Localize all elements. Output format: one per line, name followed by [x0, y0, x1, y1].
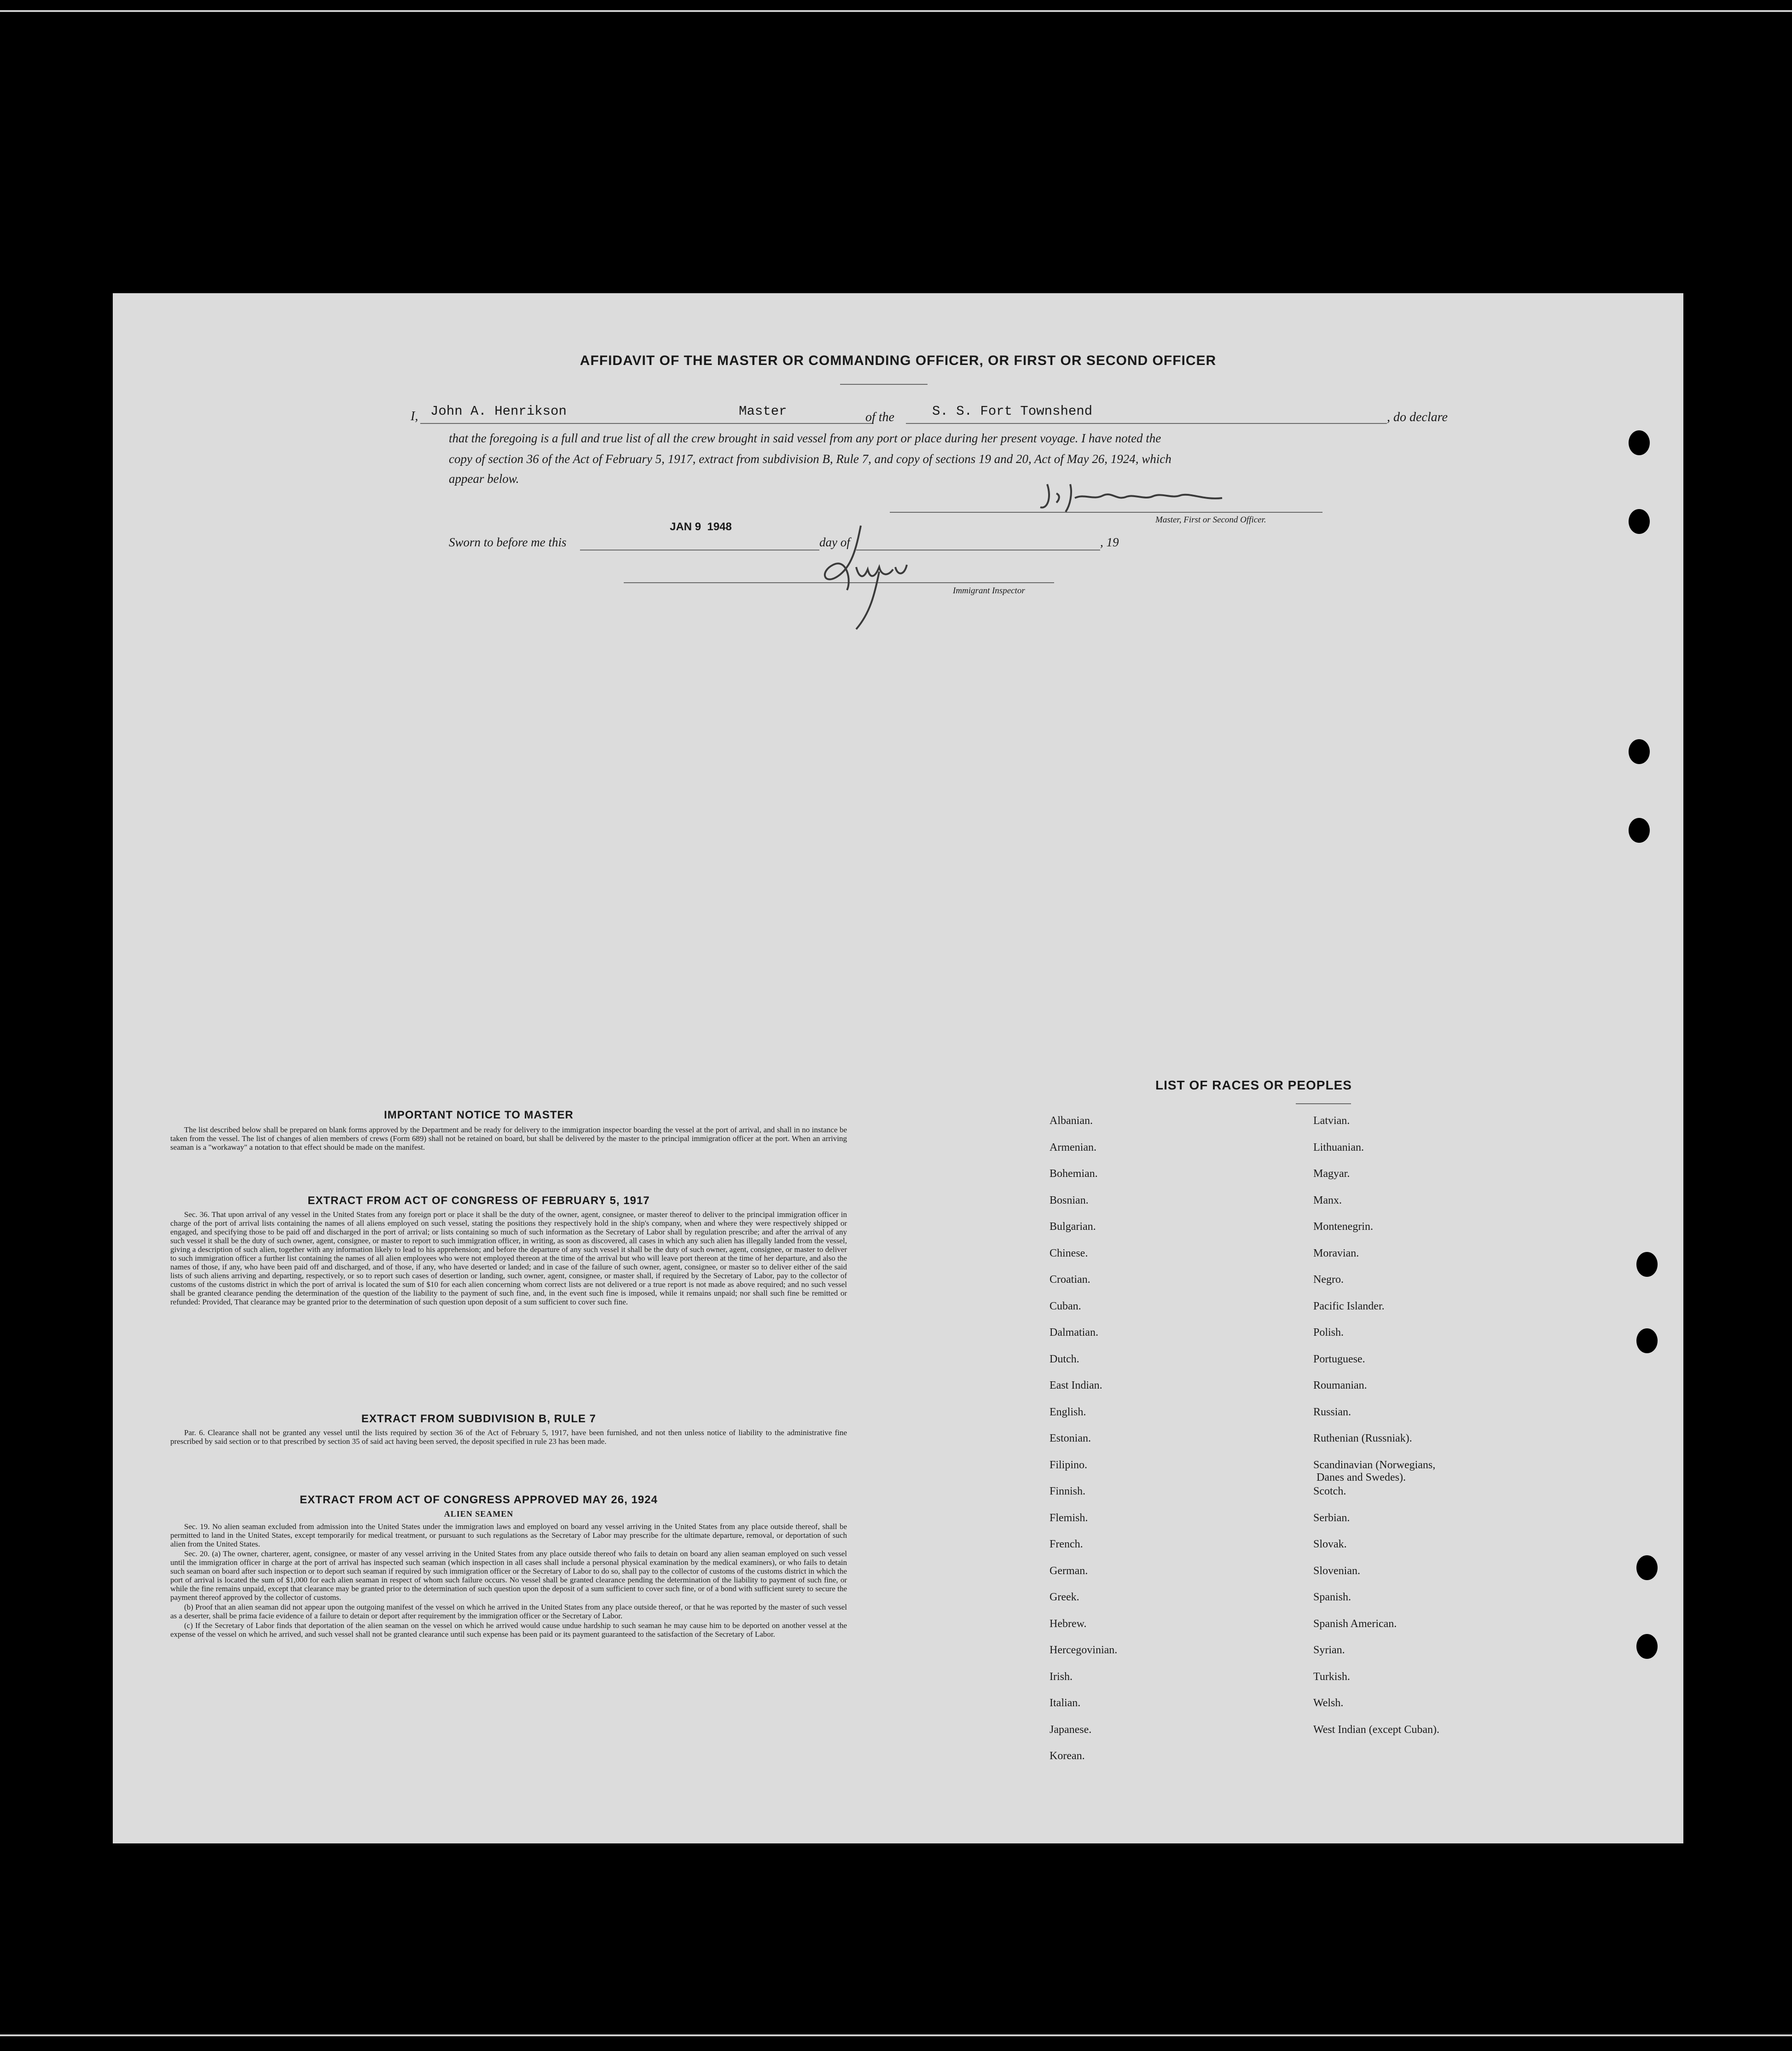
race-item: Bohemian. [1050, 1168, 1098, 1180]
binder-hole [1636, 1555, 1658, 1580]
race-item: Cuban. [1050, 1300, 1081, 1312]
statement-line-3: appear below. [449, 472, 519, 486]
race-item: Bulgarian. [1050, 1221, 1096, 1233]
statement-line-1: that the foregoing is a full and true list of all the crew brought in said vessel from any port or place during her present voyage. I have noted the [449, 431, 1161, 445]
notice-title: IMPORTANT NOTICE TO MASTER [384, 1109, 574, 1121]
master-signature [1038, 480, 1231, 519]
master-rank: Master [739, 404, 787, 419]
race-item: Dalmatian. [1050, 1327, 1098, 1338]
race-item: Italian. [1050, 1697, 1081, 1709]
master-signature-caption: Master, First or Second Officer. [1155, 515, 1266, 525]
statement-line-2: copy of section 36 of the Act of February 5, 1917, extract from subdivision B, Rule 7, and copy of sections 19 and 20, Act of May 26, 1924, which [449, 452, 1171, 466]
vessel-name: S. S. Fort Townshend [932, 404, 1093, 419]
race-item: East Indian. [1050, 1379, 1102, 1391]
binder-hole [1629, 509, 1650, 534]
race-item: Roumanian. [1313, 1379, 1367, 1391]
section-20b-text: (b) Proof that an alien seaman did not appear upon the outgoing manifest of the vessel on which he arrived in the United States from any place outside thereof, or that he was reported by the master of such vessel as a deserter, shall be prima facie evidence of a failure to detain or deport after requirement by the immigration officer or the Secretary of Labor. [170, 1603, 847, 1620]
race-item: West Indian (except Cuban). [1313, 1723, 1439, 1736]
race-item: Negro. [1313, 1274, 1344, 1286]
section-20c-text: (c) If the Secretary of Labor finds that deportation of the alien seaman on the vessel on which he arrived would cause undue hardship to such seaman he may cause him to be deported on another vessel at the expense of the vessel on which he arrived, and such vessel shall not be granted clearance until such expense has been paid or its payment guaranteed to the satisfaction of the Secretary of Labor. [170, 1621, 847, 1639]
race-item: Ruthenian (Russniak). [1313, 1432, 1412, 1444]
race-item: Polish. [1313, 1327, 1344, 1338]
race-item: Dutch. [1050, 1353, 1079, 1365]
race-item: Latvian. [1313, 1115, 1350, 1127]
document-page [113, 293, 1683, 1843]
notice-body [170, 1125, 847, 1153]
race-item: Chinese. [1050, 1247, 1088, 1259]
day-of-label: day of [819, 535, 850, 549]
declaration-of-the: of the [865, 410, 894, 424]
race-item: Greek. [1050, 1591, 1079, 1603]
race-item: Slovenian. [1313, 1564, 1360, 1577]
race-item: Bosnian. [1050, 1194, 1089, 1206]
race-item: Lithuanian. [1313, 1141, 1364, 1153]
race-item: Russian. [1313, 1406, 1351, 1418]
race-item: French. [1050, 1538, 1083, 1550]
race-item: Filipino. [1050, 1459, 1088, 1471]
section-19-text: Sec. 19. No alien seaman excluded from admission into the United States under the immigration laws and employed on board any vessel arriving in the United States from any place outside thereof, shall be permitted to land in the United States, except temporarily for medical treatment, or pursuant to such regulations as the Secretary of Labor may prescribe for the ultimate departure, removal, or deportation of such alien from the United States. [170, 1522, 847, 1548]
binder-hole [1636, 1328, 1658, 1353]
notice-paragraph: The list described below shall be prepared on blank forms approved by the Department and be ready for delivery to the immigration inspector boarding the vessel at the port of arrival, and shall in no instance be taken from the vessel. The list of changes of alien members of crews (Form 689) shall not be retained on board, but shall be delivered by the master to the principal immigration officer at the port. When an arriving seaman is a "workaway" a notation to that effect should be made on the manifest. [170, 1125, 847, 1152]
race-item: Hercegovinian. [1050, 1644, 1118, 1656]
race-item: Slovak. [1313, 1538, 1347, 1550]
race-item: Manx. [1313, 1194, 1342, 1206]
sworn-label: Sworn to before me this [449, 535, 567, 549]
year-prefix: , 19 [1100, 535, 1119, 549]
title-underline [840, 384, 928, 385]
race-item: Portuguese. [1313, 1353, 1365, 1365]
declaration-do-declare: , do declare [1387, 410, 1448, 424]
binder-hole [1629, 430, 1650, 455]
race-item: Serbian. [1313, 1512, 1350, 1524]
binder-hole [1636, 1252, 1658, 1277]
extract-1924-body [170, 1522, 847, 1640]
race-item: Finnish. [1050, 1485, 1086, 1497]
name-blank [420, 423, 874, 424]
declaration-i: I, [411, 409, 418, 423]
race-item: Pacific Islander. [1313, 1300, 1385, 1312]
extract-1917-body [170, 1210, 847, 1307]
race-item: Moravian. [1313, 1247, 1359, 1259]
race-item: Croatian. [1050, 1274, 1090, 1286]
races-underline [1296, 1103, 1351, 1104]
race-item: Welsh. [1313, 1697, 1344, 1709]
race-item: Hebrew. [1050, 1617, 1087, 1630]
race-item: Flemish. [1050, 1512, 1088, 1524]
race-item: Scotch. [1313, 1485, 1346, 1497]
binder-hole [1629, 818, 1650, 843]
scan-frame-bottom [0, 2034, 1792, 2036]
race-item: Korean. [1050, 1750, 1085, 1762]
affidavit-title: AFFIDAVIT OF THE MASTER OR COMMANDING OFFICER, OR FIRST OR SECOND OFFICER [580, 353, 1217, 368]
extract-1924-subtitle: ALIEN SEAMEN [444, 1509, 514, 1518]
extract-1924-title: EXTRACT FROM ACT OF CONGRESS APPROVED MAY 26, 1924 [300, 1494, 658, 1506]
par-6-text: Par. 6. Clearance shall not be granted any vessel until the lists required by section 36 of the Act of February 5, 1917, have been furnished, and not then unless notice of liability to the administrative fine prescribed by said section or to that prescribed by section 35 of said act having been served, the deposit specified in rule 23 has been made. [170, 1428, 847, 1446]
races-title: LIST OF RACES OR PEOPLES [1155, 1078, 1352, 1092]
extract-1917-title: EXTRACT FROM ACT OF CONGRESS OF FEBRUARY 5, 1917 [307, 1194, 650, 1207]
vessel-blank [906, 423, 1387, 424]
section-20a-text: Sec. 20. (a) The owner, charterer, agent, consignee, or master of any vessel arriving in the United States from any place outside thereof who fails to detain on board any alien seaman employed on such vessel until the immigration officer in charge at the port of arrival has inspected such seaman (which inspection in all cases shall include a personal physical examination by the medical examiners), or who fails to detain such seaman on board after such inspection or to deport such seaman if required by such immigration officer or the Secretary of Labor to do so, shall pay to the collector of customs of the customs district in which the port of arrival is located the sum of $1,000 for each alien seaman in respect of whom such failure occurs. No vessel shall be granted clearance pending the determination of the liability to payment of such fine, or while the fine remains unpaid, except that clearance may be granted prior to the determination of such question upon the deposit of a sum sufficient to cover such fine, or of a bond with sufficient surety to secure the payment thereof approved by the collector of customs. [170, 1549, 847, 1602]
race-item: Armenian. [1050, 1141, 1096, 1153]
race-item: Spanish. [1313, 1591, 1351, 1603]
race-item: Magyar. [1313, 1168, 1350, 1180]
race-item: Japanese. [1050, 1723, 1092, 1736]
inspector-signature [806, 521, 916, 634]
race-item: Estonian. [1050, 1432, 1091, 1444]
binder-hole [1636, 1634, 1658, 1659]
scan-frame-top [0, 10, 1792, 12]
master-name: John A. Henrikson [430, 404, 567, 419]
race-item: German. [1050, 1564, 1088, 1577]
race-item: Irish. [1050, 1670, 1073, 1683]
extract-rule7-body [170, 1428, 847, 1447]
race-item: Danes and Swedes). [1316, 1471, 1406, 1483]
section-36-text: Sec. 36. That upon arrival of any vessel in the United States from any foreign port or place it shall be the duty of the owner, agent, consignee, or master thereof to deliver to the principal immigration officer in charge of the port of arrival lists containing the names of all aliens employed on such vessel, stating the positions they respectively hold in the ship's company, when and where they were respectively shipped or engaged, and specifying those to be paid off and discharged in the port of arrival; or lists containing so much of such information as the Secretary of Labor shall by regulation prescribe; and after the arrival of any such vessel it shall be the duty of such owner, agent, consignee, or master to report to such immigration officer, in writing, as soon as discovered, all cases in which any such alien has illegally landed from the vessel, giving a description of such alien, together with any information likely to lead to his apprehension; and before the departure of any such vessel it shall be the duty of such owner, agent, consignee, or master to deliver to such immigration officer a further list containing the names of all alien employees who were not employed thereon at the time of the arrival but who will leave port thereon at the time of her departure, and also the names of those, if any, who have been paid off and discharged, and of those, if any, who have deserted or landed; and in case of the failure of such owner, agent, consignee, or master so to deliver either of the said lists of such aliens arriving and departing, respectively, or so to report such cases of desertion or landing, such owner, agent, consignee, or master shall, if required by the Secretary of Labor, pay to the collector of customs of the customs district in which the port of arrival is located the sum of $10 for each alien concerning whom correct lists are not delivered or a true report is not made as above required; and no such vessel shall be granted clearance pending the determination of the question of the liability to the payment of such fine, and, in the event such fine is imposed, while it remains unpaid; nor shall such fine be remitted or refunded: Provided, That clearance may be granted prior to the determination of such question upon deposit of a sum sufficient to cover such fine. [170, 1210, 847, 1306]
race-item: Albanian. [1050, 1115, 1093, 1127]
race-item: Turkish. [1313, 1670, 1350, 1683]
race-item: English. [1050, 1406, 1086, 1418]
extract-rule7-title: EXTRACT FROM SUBDIVISION B, RULE 7 [361, 1413, 597, 1425]
race-item: Scandinavian (Norwegians, [1313, 1459, 1436, 1471]
date-stamp: JAN 9 1948 [670, 521, 732, 533]
inspector-caption: Immigrant Inspector [953, 586, 1025, 596]
race-item: Montenegrin. [1313, 1221, 1373, 1233]
binder-hole [1629, 739, 1650, 764]
race-item: Syrian. [1313, 1644, 1345, 1656]
race-item: Spanish American. [1313, 1617, 1397, 1630]
